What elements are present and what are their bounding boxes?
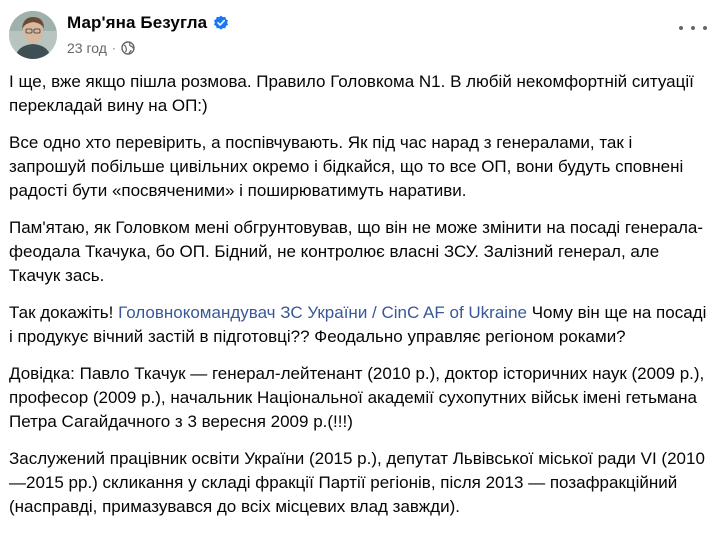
post-sub-row: [67, 39, 229, 57]
more-dot: [691, 26, 695, 30]
avatar-image: [9, 11, 57, 59]
post-paragraph-2: Все одно хто перевірить, а поспівчувають. Як під час нарад з генералами, так і запрошуй побільше цивільних окремо і бідкайся, що то все ОП, вони будуть сповнені радості бути «посвяченими» і поширюватимуть наративи.: [9, 133, 684, 200]
post-meta: [67, 12, 229, 57]
mention-link-commander[interactable]: Головнокомандувач ЗС України / CinC AF of Ukraine: [118, 303, 527, 322]
post-paragraph-5: Довідка: Павло Ткачук — генерал-лейтенант (2010 р.), доктор історичних наук (2009 р.), професор (2009 р.), начальник Національної академії сухопутних військ імені гетьмана Петра Сагайдачного з 3 вересня 2009 р.(!!!): [9, 364, 705, 431]
verified-badge-icon: [213, 15, 229, 31]
author-name[interactable]: Мар'яна Безугла: [67, 13, 208, 32]
post-paragraph-4: [9, 301, 709, 349]
more-dot: [679, 26, 683, 30]
more-options-icon[interactable]: [679, 18, 707, 38]
author-row: [67, 12, 229, 34]
separator-dot: ·: [111, 41, 116, 55]
post-paragraph-6: Заслужений працівник освіти України (2015 р.), депутат Львівської міської ради VI (2010—2015 рр.) скликання у складі фракції Партії регіонів, після 2013 — позафракційний (насправді, примазувався до всіх місцевих влад завжди).: [9, 449, 705, 516]
paragraph-4-tail: Чому він ще на посаді і продукує вічний застій в підготовці?? Феодально управляє регіоном роками?: [9, 303, 707, 346]
post-paragraph-1: І ще, вже якщо пішла розмова. Правило Головкома N1. В любій некомфортній ситуації перекладай вину на ОП:): [9, 72, 694, 115]
more-dot: [703, 26, 707, 30]
post-timestamp[interactable]: 23 год: [67, 40, 107, 56]
paragraph-4-lead: Так докажіть!: [9, 303, 119, 322]
post-paragraph-3: Пам'ятаю, як Головком мені обгрунтовував, що він не може змінити на посаді генерала-феодала Ткачука, бо ОП. Бідний, не контролює власні ЗСУ. Залізний генерал, але Ткачук зась.: [9, 218, 703, 285]
globe-icon[interactable]: [121, 41, 135, 55]
post-body: [9, 70, 709, 532]
post-header: [9, 10, 711, 62]
avatar[interactable]: [9, 11, 57, 59]
